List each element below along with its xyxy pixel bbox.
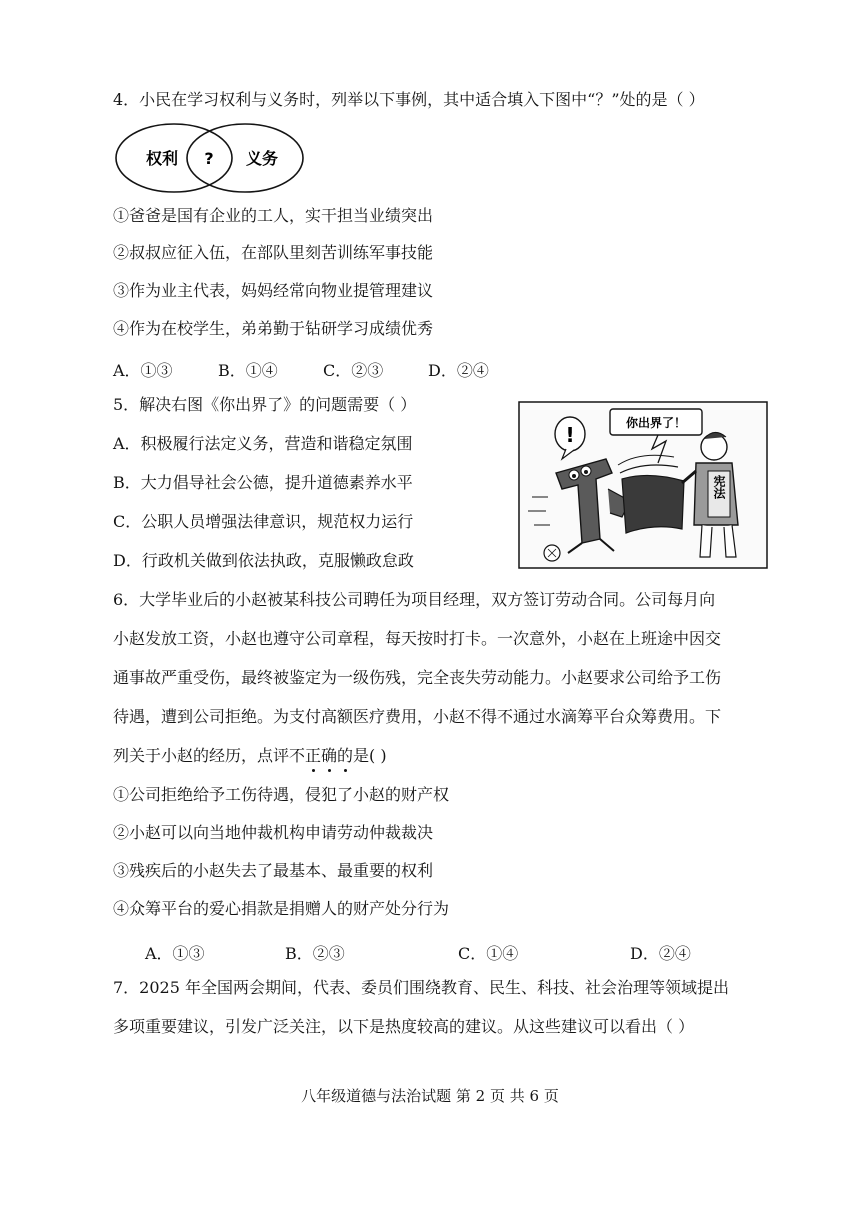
q4-stem: 4．小民在学习权利与义务时，列举以下事例，其中适合填入下图中“？”处的是（ ）	[113, 90, 705, 109]
q7-line-1: 7．2025 年全国两会期间，代表、委员们围绕教育、民生、科技、社会治理等领域提出	[113, 978, 729, 997]
q6-item-4: ④众筹平台的爱心捐款是捐赠人的财产处分行为	[113, 899, 450, 918]
emphasis-dot	[312, 769, 315, 772]
emphasis-dot	[328, 769, 331, 772]
q4-item-1: ①爸爸是国有企业的工人，实干担当业绩突出	[113, 206, 434, 225]
q6-line-5: 列关于小赵的经历，点评不正确的是( )	[113, 746, 387, 765]
q6-option-a: A．①③	[145, 944, 205, 963]
q6-line-3: 通事故严重受伤，最终被鉴定为一级伤残，完全丧失劳动能力。小赵要求公司给予工伤	[113, 668, 722, 687]
cartoon-exclaim-text: !	[565, 423, 575, 447]
q5-option-c: C．公职人员增强法律意识，规范权力运行	[113, 512, 414, 531]
q5-option-a: A．积极履行法定义务，营造和谐稳定氛围	[113, 434, 413, 453]
q4-option-c: C．②③	[323, 361, 384, 380]
cartoon-constitution-label: 宪法	[712, 475, 726, 499]
q6-option-d: D．②④	[630, 944, 691, 963]
cartoon-speech-text: 你出界了！	[625, 416, 687, 430]
q4-item-2: ②叔叔应征入伍，在部队里刻苦训练军事技能	[113, 243, 434, 262]
q4-option-d: D．②④	[428, 361, 489, 380]
page-footer: 八年级道德与法治试题 第 2 页 共 6 页	[301, 1087, 559, 1105]
q6-line-2: 小赵发放工资，小赵也遵守公司章程，每天按时打卡。一次意外，小赵在上班途中因交	[113, 629, 722, 648]
q5-option-d: D．行政机关做到依法执政，克服懒政怠政	[113, 551, 414, 570]
venn-left-label: 权利	[145, 149, 179, 168]
q5-option-b: B．大力倡导社会公德，提升道德素养水平	[113, 473, 413, 492]
q6-line-4: 待遇，遭到公司拒绝。为支付高额医疗费用，小赵不得不通过水滴筹平台众筹费用。下	[113, 707, 722, 726]
emphasis-dot	[344, 769, 347, 772]
q4-option-b: B．①④	[218, 361, 278, 380]
q4-item-4: ④作为在校学生，弟弟勤于钻研学习成绩优秀	[113, 319, 434, 338]
q6-item-2: ②小赵可以向当地仲裁机构申请劳动仲裁裁决	[113, 823, 434, 842]
q4-item-3: ③作为业主代表，妈妈经常向物业提管理建议	[113, 281, 434, 300]
q4-option-a: A．①③	[113, 361, 173, 380]
venn-center-label: ?	[204, 149, 214, 168]
venn-right-label: 义务	[245, 149, 279, 168]
q6-item-3: ③残疾后的小赵失去了最基本、最重要的权利	[113, 861, 434, 880]
q6-line-1: 6．大学毕业后的小赵被某科技公司聘任为项目经理，双方签订劳动合同。公司每月向	[113, 590, 716, 609]
q6-item-1: ①公司拒绝给予工伤待遇，侵犯了小赵的财产权	[113, 785, 450, 804]
venn-diagram	[112, 120, 312, 198]
q5-stem: 5．解决右图《你出界了》的问题需要（ ）	[113, 395, 417, 414]
cartoon-out-of-bounds	[518, 401, 768, 569]
q6-option-c: C．①④	[458, 944, 519, 963]
q6-option-b: B．②③	[285, 944, 345, 963]
q7-line-2: 多项重要建议，引发广泛关注，以下是热度较高的建议。从这些建议可以看出（ ）	[113, 1017, 695, 1036]
